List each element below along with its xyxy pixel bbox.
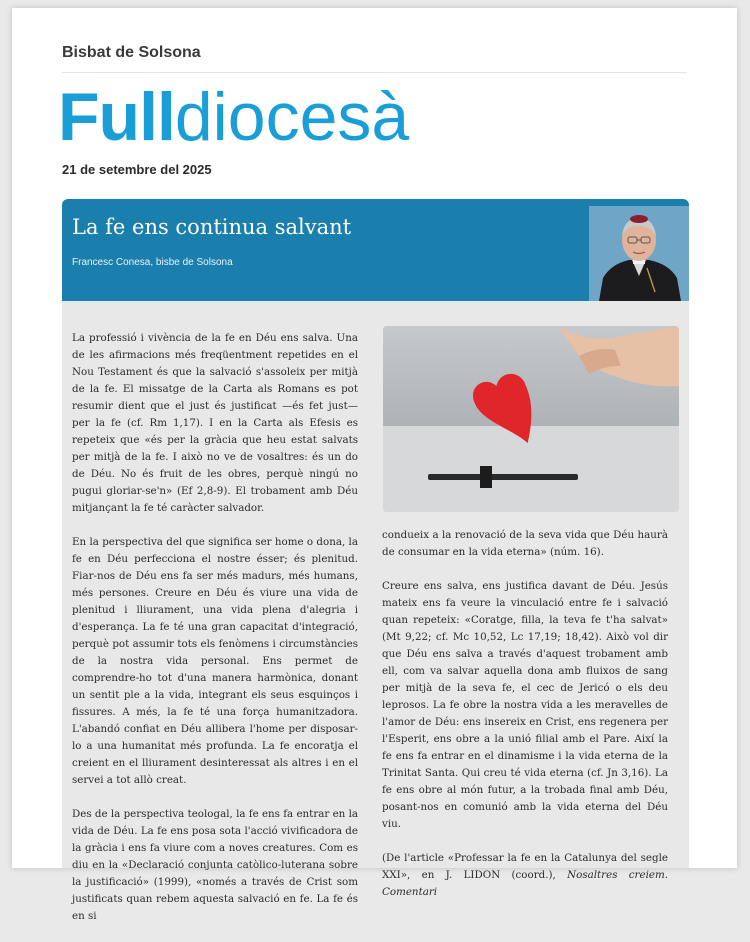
right-column [382,527,668,918]
logo-bold-part: Full [58,79,175,155]
issue-date: 21 de setembre del 2025 [62,162,212,177]
paragraph: La professió i vivència de la fe en Déu ens salva. Una de les afirmacions més freqüentment repetides en el Nou Testament és que la salvació s'assoleix per mitjà de la fe. El missatge de la Carta als Romans es pot resumir dient que el just és justificat —és fet just— per la fe (cf. Rm 1,17). I en la Carta als Efesis es repeteix que «és per la gràcia que heu estat salvats per mitjà de la fe. I això no ve de vosaltres: és un do de Déu. No és fruit de les obres, perquè ningú no pugui gloriar-se'n» (Ef 2,8-9). El trobament amb Déu mitjançant la fe té caràcter salvador. [72,332,358,514]
article-body [62,301,689,922]
organization-name: Bisbat de Solsona [62,44,201,61]
paragraph: Des de la perspectiva teologal, la fe ens fa entrar en la vida de Déu. La fe ens posa sota l'acció vivificadora de la gràcia i ens fa viure com a noves creatures. Com es diu en la «Declaració conjunta catòlico-luterana sobre la justificació» (1999), «només a través de Crist som justificats quan rebem aquesta salvació en fe. La fe és en si [72,808,359,922]
heart-ballot-illustration [383,326,679,512]
paragraph: condueix a la renovació de la seva vida que Déu haurà de consumar en la vida eterna» (núm. 16). [382,529,668,558]
paragraph: Creure ens salva, ens justifica davant de Déu. Jesús mateix ens fa veure la vinculació entre fe i salvació quan repeteix: «Coratge, filla, la teva fe t'ha salvat» (Mt 9,22; cf. Mc 10,52, Lc 17,19; 18,42). Això vol dir que Déu ens salva a través d'aquest trobament amb ell, com va salvar aquella dona amb fluixos de sang per mitjà de la seva fe, el cec de Jericó o els deu leprosos. La fe obre la nostra vida a les meravelles de l'amor de Déu: ens insereix en Crist, ens regenera per l'Esperit, ens obre a la unió filial amb el Pare. Així la fe ens fa entrar en el dinamisme i la vida eterna de la Trinitat Santa. Qui creu té vida eterna (cf. Jn 3,16). La fe ens obre al món futur, a la trobada final amb Déu, posant-nos en comunió amb la vida eterna del Déu viu. [382,580,668,830]
citation-text: (De l'article «Professar la fe en la Catalunya del segle XXI», en J. LIDON (coord.), [382,852,668,881]
citation [382,850,668,901]
article-author: Francesc Conesa, bisbe de Solsona [72,257,233,268]
newsletter-page [12,8,737,922]
header-divider [62,72,687,73]
article-photo [383,326,679,512]
portrait-illustration [589,206,689,301]
bishop-portrait-image [589,206,689,301]
newsletter-logo [58,79,410,155]
article-title: La fe ens continua salvant [72,215,352,239]
paragraph: En la perspectiva del que significa ser home o dona, la fe en Déu perfecciona el nostre ésser; és plenitud. Fiar-nos de Déu ens fa ser més madurs, més humans, més persones. Creure en Déu és viure una vida de plenitud i lliurament, una vida plena d'alegria i d'esperança. La fe té una gran capacitat d'integració, perquè pot assumir tots els fenòmens i circumstàncies de la nostra vida personal. Ens permet de comprendre-ho tot d'una manera harmònica, donant un sentit ple a la vida, integrant els seus esquinços i fissures. A més, la fe té una força humanitzadora. L'abandó confiat en Déu allibera l'home per disposar-lo a una humanitat més profunda. La fe encoratja el creient en el lliurament desinteressat als altres i en el servei a tot allò creat. [72,536,358,786]
citation-book-title: Nosaltres creiem. Comentari [382,869,668,898]
logo-light-part: diocesà [174,79,410,155]
left-column [72,330,358,942]
article-banner [62,199,689,301]
